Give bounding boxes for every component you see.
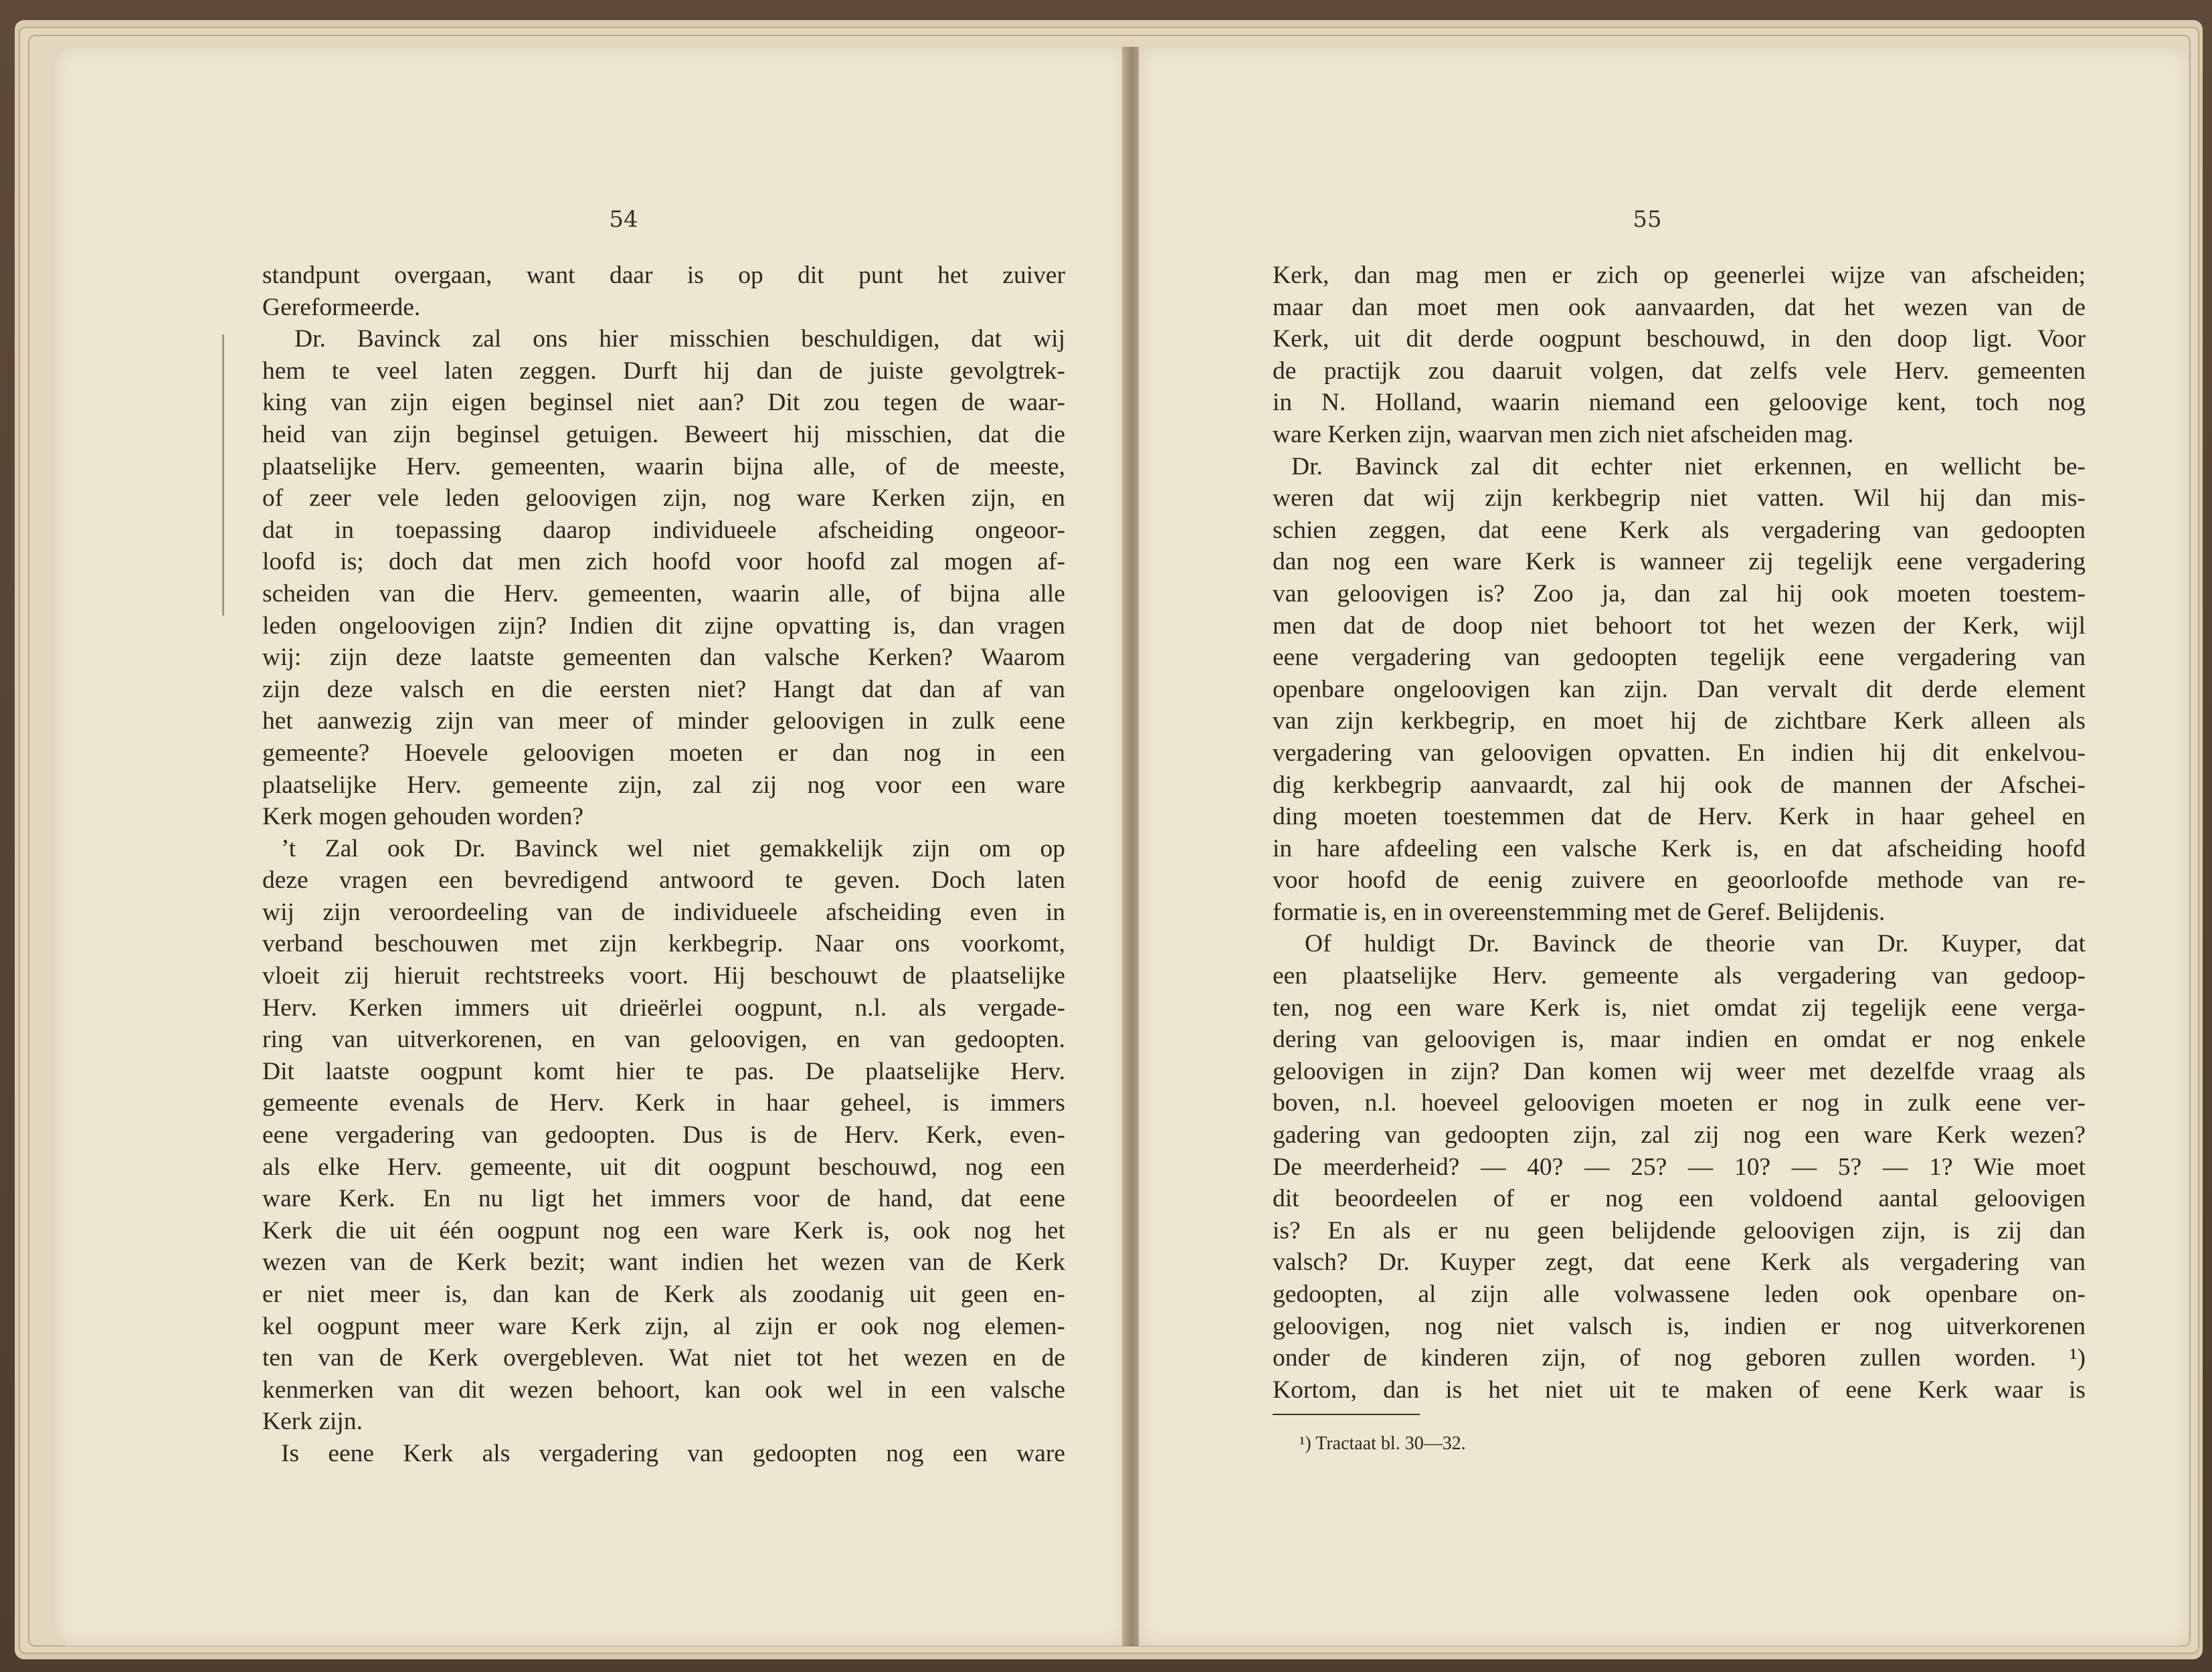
text-line: wij: zijn deze laatste gemeenten dan valsche Kerken? Waarom: [262, 644, 1065, 672]
text-line: ware Kerken zijn, waarvan men zich niet afscheiden mag.: [1273, 420, 1854, 448]
text-line: plaatselijke Herv. gemeenten, waarin bijna alle, of de meeste,: [262, 452, 1065, 480]
text-line: loofd is; doch dat men zich hoofd voor hoofd zal mogen af-: [262, 548, 1065, 576]
text-line: ding moeten toestemmen dat de Herv. Kerk in haar geheel en: [1273, 803, 2086, 831]
left-page-body: [262, 260, 1065, 1470]
text-line: ten van de Kerk overgebleven. Wat niet tot het wezen en de: [262, 1344, 1065, 1372]
text-line: kel oogpunt meer ware Kerk zijn, al zijn er ook nog elemen-: [262, 1312, 1065, 1340]
footnote-rule: [1273, 1414, 1420, 1415]
text-line: Kerk, dan mag men er zich op geenerlei wijze van afscheiden;: [1273, 262, 2086, 289]
text-line: verband beschouwen met zijn kerkbegrip. Naar ons voorkomt,: [262, 930, 1065, 958]
text-line: eene vergadering van gedoopten. Dus is de Herv. Kerk, even-: [262, 1121, 1065, 1149]
right-page-body: [1273, 260, 2086, 1406]
text-line: standpunt overgaan, want daar is op dit punt het zuiver: [262, 262, 1065, 289]
text-line: ’t Zal ook Dr. Bavinck wel niet gemakkelijk zijn om op: [281, 834, 1065, 862]
text-line: leden ongeloovigen zijn? Indien dit zijne opvatting is, dan vragen: [262, 612, 1065, 640]
text-line: vloeit zij hieruit rechtstreeks voort. Hij beschouwt de plaatselijke: [262, 962, 1065, 990]
pencil-margin-mark: [222, 335, 224, 616]
text-line: Of huldigt Dr. Bavinck de theorie van Dr. Kuyper, dat: [1305, 930, 2086, 958]
text-line: heid van zijn beginsel getuigen. Beweert hij misschien, dat die: [262, 420, 1065, 448]
text-line: in N. Holland, waarin niemand een geloovige kent, toch nog: [1273, 389, 2086, 417]
text-line: De meerderheid? — 40? — 25? — 10? — 5? — 1? Wie moet: [1273, 1153, 2086, 1181]
text-line: van geloovigen is? Zoo ja, dan zal hij ook moeten toestem-: [1273, 579, 2086, 608]
text-line: Dr. Bavinck zal dit echter niet erkennen, en wellicht be-: [1291, 452, 2086, 480]
text-line: gemeente evenals de Herv. Kerk in haar geheel, is immers: [262, 1089, 1065, 1117]
text-line: voor hoofd de eenig zuivere en geoorloofde methode van re-: [1273, 866, 2086, 895]
text-line: formatie is, en in overeenstemming met de Geref. Belijdenis.: [1273, 898, 1885, 926]
text-line: als elke Herv. gemeente, uit dit oogpunt beschouwd, nog een: [262, 1153, 1065, 1181]
text-line: dat in toepassing daarop individueele afscheiding ongeoor-: [262, 516, 1065, 544]
text-line: een plaatselijke Herv. gemeente als vergadering van gedoop-: [1273, 962, 2086, 990]
text-line: Kerk die uit één oogpunt nog een ware Kerk is, ook nog het: [262, 1216, 1065, 1244]
text-line: Kerk, uit dit derde oogpunt beschouwd, in den doop ligt. Voor: [1273, 325, 2086, 353]
text-line: Kerk mogen gehouden worden?: [262, 803, 584, 831]
text-line: plaatselijke Herv. gemeente zijn, zal zij nog voor een ware: [262, 771, 1065, 799]
text-line: deze vragen een bevredigend antwoord te geven. Doch laten: [262, 866, 1065, 895]
text-line: scheiden van die Herv. gemeenten, waarin alle, of bijna alle: [262, 579, 1065, 608]
text-line: ten, nog een ware Kerk is, niet omdat zij tegelijk eene verga-: [1273, 994, 2086, 1022]
right-page: [1139, 47, 2189, 1646]
text-line: gadering van gedoopten zijn, zal zij nog een ware Kerk wezen?: [1273, 1121, 2086, 1149]
text-line: geloovigen, nog niet valsch is, indien er nog uitverkorenen: [1273, 1312, 2086, 1340]
text-line: men dat de doop niet behoort tot het wezen der Kerk, wijl: [1273, 612, 2086, 640]
text-line: wij zijn veroordeeling van de individueele afscheiding even in: [262, 898, 1065, 926]
left-page: [55, 47, 1125, 1646]
text-line: vergadering van geloovigen opvatten. En indien hij dit enkelvou-: [1273, 739, 2086, 767]
text-line: Dit laatste oogpunt komt hier te pas. De plaatselijke Herv.: [262, 1057, 1065, 1085]
text-line: ring van uitverkorenen, en van geloovigen, en van gedoopten.: [262, 1026, 1065, 1054]
text-line: Kerk zijn.: [262, 1408, 363, 1436]
text-line: gemeente? Hoevele geloovigen moeten er dan nog in een: [262, 739, 1065, 767]
text-line: dig kerkbegrip aanvaardt, zal hij ook de mannen der Afschei-: [1273, 771, 2086, 799]
text-line: kenmerken van dit wezen behoort, kan ook wel in een valsche: [262, 1376, 1065, 1404]
text-line: gedoopten, al zijn alle volwassene leden ook openbare on-: [1273, 1281, 2086, 1308]
text-line: valsch? Dr. Kuyper zegt, dat eene Kerk als vergadering van: [1273, 1248, 2086, 1277]
text-line: Dr. Bavinck zal ons hier misschien beschuldigen, dat wij: [294, 325, 1065, 353]
text-line: weren dat wij zijn kerkbegrip niet vatten. Wil hij dan mis-: [1273, 484, 2086, 513]
text-line: Gereformeerde.: [262, 293, 421, 321]
text-line: wezen van de Kerk bezit; want indien het wezen van de Kerk: [262, 1248, 1065, 1277]
text-line: hem te veel laten zeggen. Durft hij dan de juiste gevolgtrek-: [262, 357, 1065, 385]
text-line: maar dan moet men ook aanvaarden, dat het wezen van de: [1273, 293, 2086, 321]
text-line: king van zijn eigen beginsel niet aan? Dit zou tegen de waar-: [262, 389, 1065, 417]
text-line: is? En als er nu geen belijdende geloovigen zijn, is zij dan: [1273, 1216, 2086, 1244]
text-line: in hare afdeeling een valsche Kerk is, en dat afscheiding hoofd: [1273, 834, 2086, 862]
text-line: boven, n.l. hoeveel geloovigen moeten er nog in zulk eene ver-: [1273, 1089, 2086, 1117]
text-line: of zeer vele leden geloovigen zijn, nog ware Kerken zijn, en: [262, 484, 1065, 513]
page-number-left: 54: [609, 206, 638, 233]
text-line: dan nog een ware Kerk is wanneer zij tegelijk eene vergadering: [1273, 548, 2086, 576]
text-line: de practijk zou daaruit volgen, dat zelfs vele Herv. gemeenten: [1273, 357, 2086, 385]
text-line: eene vergadering van gedoopten tegelijk eene vergadering van: [1273, 644, 2086, 672]
text-line: zijn deze valsch en die eersten niet? Hangt dat dan af van: [262, 675, 1065, 703]
text-line: er niet meer is, dan kan de Kerk als zoodanig uit geen en-: [262, 1281, 1065, 1308]
text-line: het aanwezig zijn van meer of minder geloovigen in zulk eene: [262, 707, 1065, 735]
text-line: openbare ongeloovigen kan zijn. Dan vervalt dit derde element: [1273, 675, 2086, 703]
open-book: [15, 20, 2203, 1659]
footnote: ¹) Tractaat bl. 30—32.: [1299, 1433, 1466, 1454]
page-number-right: 55: [1633, 206, 1662, 233]
text-line: dering van geloovigen is, maar indien en omdat er nog enkele: [1273, 1026, 2086, 1054]
text-line: Herv. Kerken immers uit drieërlei oogpunt, n.l. als vergade-: [262, 994, 1065, 1022]
text-line: geloovigen in zijn? Dan komen wij weer met dezelfde vraag als: [1273, 1057, 2086, 1085]
text-line: schien zeggen, dat eene Kerk als vergadering van gedoopten: [1273, 516, 2086, 544]
text-line: Kortom, dan is het niet uit te maken of eene Kerk waar is: [1273, 1376, 2086, 1404]
text-line: ware Kerk. En nu ligt het immers voor de hand, dat eene: [262, 1185, 1065, 1213]
text-line: onder de kinderen zijn, of nog geboren zullen worden. ¹): [1273, 1344, 2086, 1372]
text-line: dit beoordeelen of er nog een voldoend aantal geloovigen: [1273, 1185, 2086, 1213]
text-line: Is eene Kerk als vergadering van gedoopten nog een ware: [281, 1439, 1065, 1467]
text-line: van zijn kerkbegrip, en moet hij de zichtbare Kerk alleen als: [1273, 707, 2086, 735]
